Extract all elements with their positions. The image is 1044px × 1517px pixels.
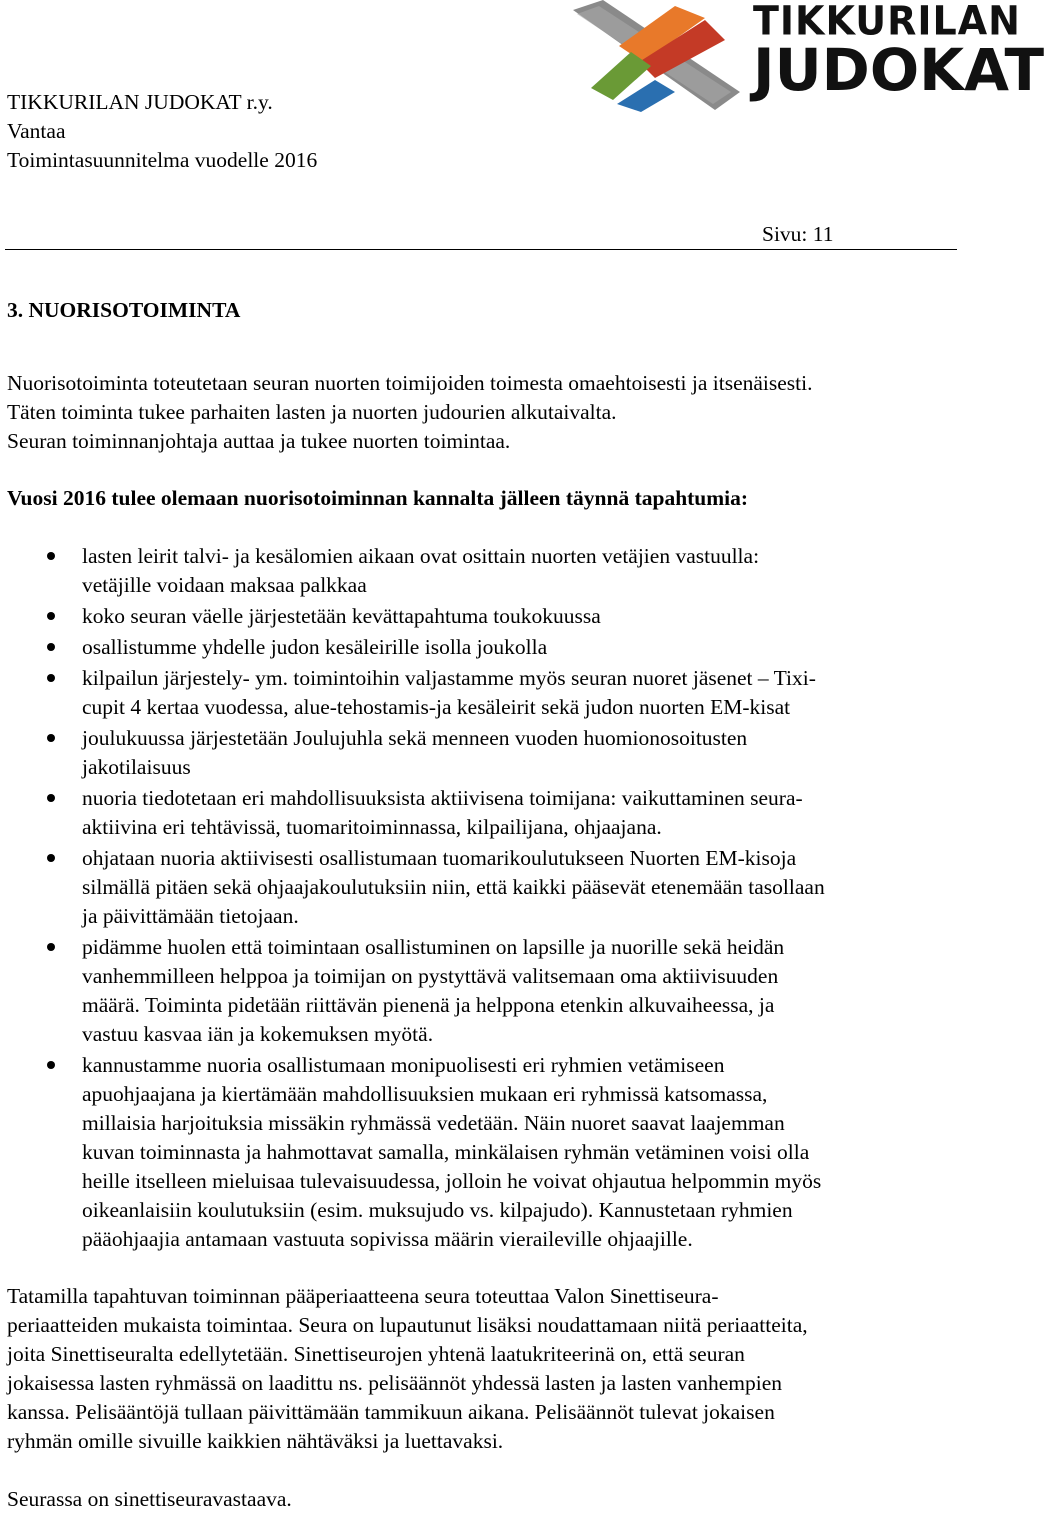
intro-line: Nuorisotoiminta toteutetaan seuran nuorten toimijoiden toimesta omaehtoisesti ja itsenäisesti. — [7, 371, 813, 395]
list-item — [7, 633, 955, 662]
list-item — [7, 1051, 955, 1254]
list-item-line: kuvan toiminnasta ja hahmottavat samalla, minkälaisen ryhmän vetäminen voisi olla — [82, 1140, 810, 1164]
list-item-line: millaisia harjoituksia missäkin ryhmässä vedetään. Näin nuoret saavat laajemman — [82, 1111, 785, 1135]
final-line: Seurassa on sinettiseuravastaava. — [7, 1487, 292, 1511]
list-item-line: ohjataan nuoria aktiivisesti osallistumaan tuomarikoulutukseen Nuorten EM-kisoja — [82, 846, 797, 870]
list-item — [7, 844, 955, 931]
section-body — [7, 369, 955, 1514]
bullet-icon — [47, 612, 55, 620]
list-item — [7, 542, 955, 600]
list-item-line: apuohjaajana ja kiertämään mahdollisuuksien mukaan eri ryhmissä katsomassa, — [82, 1082, 768, 1106]
bullet-icon — [47, 794, 55, 802]
intro-line: Täten toiminta tukee parhaiten lasten ja nuorten judourien alkutaivalta. — [7, 400, 617, 424]
list-item-line: silmällä pitäen sekä ohjaajakoulutuksiin niin, että kaikki pääsevät etenemään tasollaan — [82, 875, 825, 899]
list-item — [7, 724, 955, 782]
logo-line1: TIKKURILAN — [753, 0, 1021, 45]
list-item — [7, 784, 955, 842]
closing-line: Tatamilla tapahtuvan toiminnan pääperiaatteena seura toteuttaa Valon Sinettiseura- — [7, 1284, 719, 1308]
list-item-line: lasten leirit talvi- ja kesälomien aikaan ovat osittain nuorten vetäjien vastuulla: — [82, 544, 760, 568]
list-item-line: pääohjaajia antamaan vastuuta sopivissa määrin vieraileville ohjaajille. — [82, 1227, 693, 1251]
logo-line2: JUDOKAT — [753, 36, 1044, 104]
event-list — [7, 542, 955, 1254]
doc-title: Toimintasuunnitelma vuodelle 2016 — [7, 148, 318, 172]
list-item-line: jakotilaisuus — [82, 755, 191, 779]
closing-line: kanssa. Pelisääntöjä tullaan päivittämään tammikuun aikana. Pelisäännöt tulevat jokaisen — [7, 1400, 775, 1424]
final-paragraph — [7, 1485, 955, 1514]
org-name: TIKKURILAN JUDOKAT r.y. — [7, 90, 273, 114]
intro-paragraph — [7, 369, 955, 456]
closing-line: jokaisessa lasten ryhmässä on laadittu ns. pelisäännöt yhdessä lasten ja lasten vanhempien — [7, 1371, 782, 1395]
lead-sentence: Vuosi 2016 tulee olemaan nuorisotoiminnan kannalta jälleen täynnä tapahtumia: — [7, 486, 749, 510]
list-item-line: osallistumme yhdelle judon kesäleirille isolla joukolla — [82, 635, 548, 659]
list-item-line: vanhemmilleen helppoa ja toimijan on pystyttävä valitsemaan oma aktiivisuuden — [82, 964, 779, 988]
page-number: Sivu: 11 — [762, 222, 834, 246]
document-header — [7, 88, 317, 175]
bullet-icon — [47, 734, 55, 742]
bullet-icon — [47, 674, 55, 682]
closing-paragraph — [7, 1282, 955, 1456]
closing-line: ryhmän omille sivuille kaikkien nähtäväksi ja luettavaksi. — [7, 1429, 504, 1453]
logo-mark-icon — [555, 0, 755, 112]
list-item-line: vastuu kasvaa iän ja kokemuksen myötä. — [82, 1022, 434, 1046]
bullet-icon — [47, 552, 55, 560]
list-item-line: kannustamme nuoria osallistumaan monipuolisesti eri ryhmien vetämiseen — [82, 1053, 725, 1077]
list-item-line: oikeanlaisiin koulutuksiin (esim. muksujudo vs. kilpajudo). Kannustetaan ryhmien — [82, 1198, 793, 1222]
list-item-line: koko seuran väelle järjestetään kevättapahtuma toukokuussa — [82, 604, 601, 628]
header-divider — [5, 249, 957, 250]
list-item — [7, 664, 955, 722]
closing-line: joita Sinettiseuralta edellytetään. Sinettiseurojen yhtenä laatukriteerinä on, että seuran — [7, 1342, 745, 1366]
bullet-icon — [47, 854, 55, 862]
list-item-line: joulukuussa järjestetään Joulujuhla sekä menneen vuoden huomionosoitusten — [82, 726, 748, 750]
list-item-line: vetäjille voidaan maksaa palkkaa — [82, 573, 367, 597]
list-item — [7, 933, 955, 1049]
list-item-line: ja päivittämään tietojaan. — [82, 904, 299, 928]
list-item-line: cupit 4 kertaa vuodessa, alue-tehostamis-ja kesäleirit sekä judon nuorten EM-kisat — [82, 695, 791, 719]
list-item-line: nuoria tiedotetaan eri mahdollisuuksista aktiivisena toimijana: vaikuttaminen seura- — [82, 786, 803, 810]
list-item-line: aktiivina eri tehtävissä, tuomaritoiminnassa, kilpailijana, ohjaajana. — [82, 815, 662, 839]
section-title: 3. NUORISOTOIMINTA — [7, 298, 241, 322]
closing-line: periaatteiden mukaista toimintaa. Seura on lupautunut lisäksi noudattamaan niitä periaatteita, — [7, 1313, 808, 1337]
bullet-icon — [47, 943, 55, 951]
bullet-icon — [47, 643, 55, 651]
city: Vantaa — [7, 119, 66, 143]
list-item-line: määrä. Toiminta pidetään riittävän pienenä ja helppona etenkin alkuvaiheessa, ja — [82, 993, 775, 1017]
list-item-line: pidämme huolen että toimintaan osallistuminen on lapsille ja nuorille sekä heidän — [82, 935, 785, 959]
club-logo — [555, 0, 1044, 112]
list-item-line: kilpailun järjestely- ym. toimintoihin valjastamme myös seuran nuoret jäsenet – Tixi- — [82, 666, 816, 690]
list-item — [7, 602, 955, 631]
bullet-icon — [47, 1061, 55, 1069]
list-item-line: heille itselleen mieluisaa tulevaisuudessa, jolloin he voivat ohjautua helpommin myös — [82, 1169, 822, 1193]
intro-line: Seuran toiminnanjohtaja auttaa ja tukee nuorten toimintaa. — [7, 429, 511, 453]
